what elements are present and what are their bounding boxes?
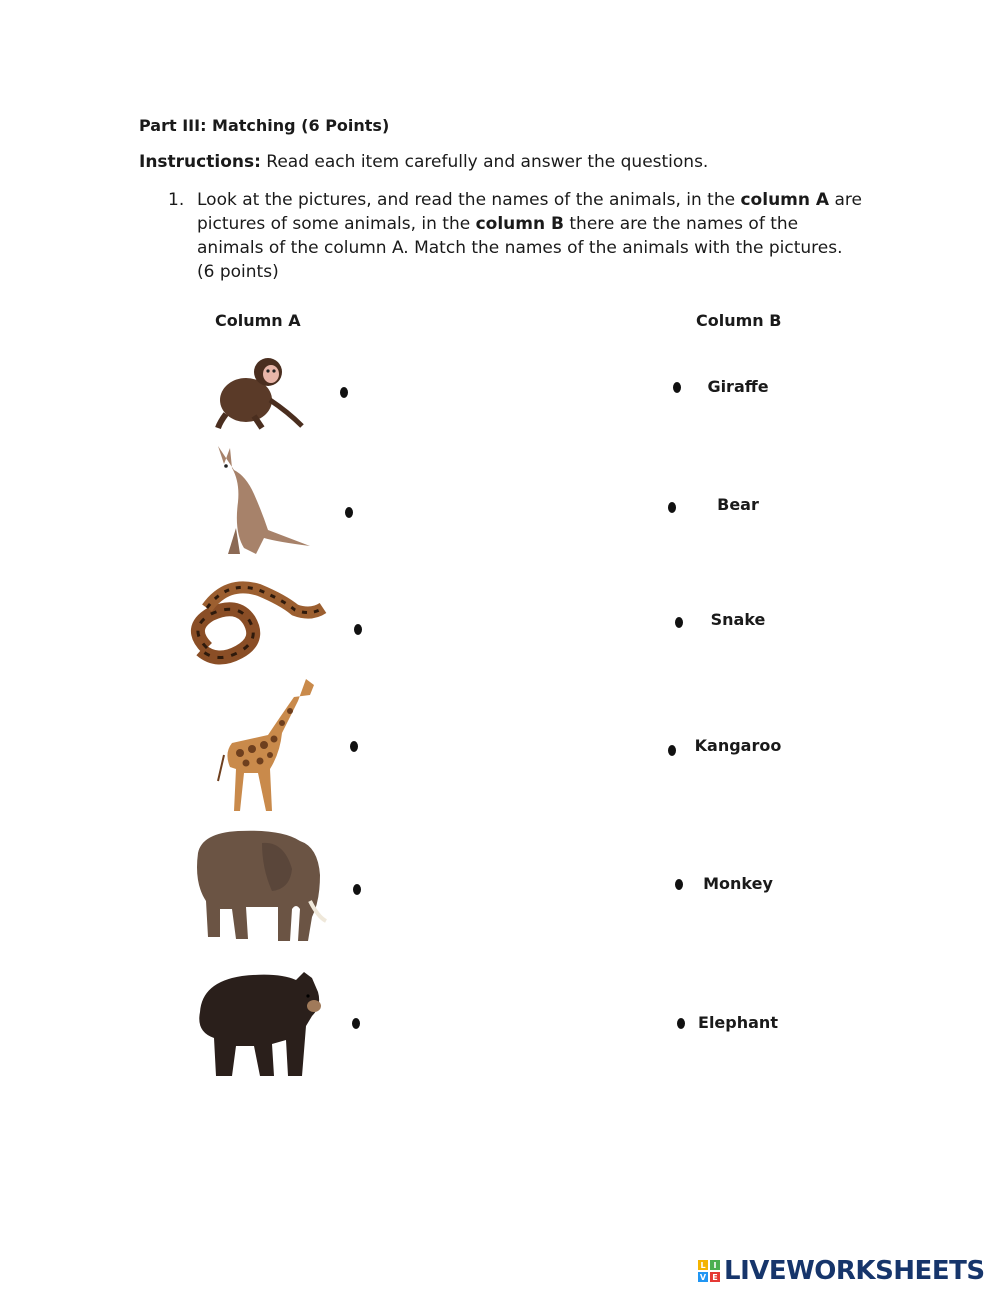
question-text xyxy=(197,188,862,284)
logo-text: LIVEWORKSHEETS xyxy=(724,1256,985,1286)
column-b-dot-4[interactable] xyxy=(668,745,676,756)
instructions xyxy=(139,152,708,172)
elephant-picture xyxy=(192,825,334,947)
column-a-heading: Column A xyxy=(215,311,301,330)
column-a-dot-4[interactable] xyxy=(350,741,358,752)
question-text-part-2: are pictures of some animals, in the xyxy=(197,190,862,234)
column-b-word-4: Kangaroo xyxy=(694,736,782,755)
column-b-heading: Column B xyxy=(696,311,782,330)
bear-picture xyxy=(192,966,328,1082)
instructions-label: Instructions: xyxy=(139,152,261,172)
giraffe-picture xyxy=(210,673,320,815)
logo-mark-icon xyxy=(698,1260,720,1282)
column-a-dot-2[interactable] xyxy=(345,507,353,518)
question-bold-column-b: column B xyxy=(475,214,564,234)
column-b-word-2: Bear xyxy=(717,495,759,514)
column-b-dot-2[interactable] xyxy=(668,502,676,513)
column-a-dot-5[interactable] xyxy=(353,884,361,895)
column-b-word-5: Monkey xyxy=(703,874,773,893)
kangaroo-picture xyxy=(210,442,315,560)
column-b-word-6: Elephant xyxy=(698,1013,778,1032)
instructions-text: Read each item carefully and answer the questions. xyxy=(260,152,709,172)
column-a-dot-3[interactable] xyxy=(354,624,362,635)
question-text-part-1: Look at the pictures, and read the names of the animals, in the xyxy=(197,190,741,210)
question-bold-column-a: column A xyxy=(740,190,830,210)
monkey-picture xyxy=(210,350,310,430)
snake-picture xyxy=(187,578,329,670)
logo-letter-l: L xyxy=(698,1260,708,1270)
logo-letter-i: I xyxy=(710,1260,720,1270)
logo-letter-e: E xyxy=(710,1272,720,1282)
column-b-word-1: Giraffe xyxy=(707,377,769,396)
question-text-part-3: there are the names of the animals of the column A. Match the names of the animals with the pictures. (6 points) xyxy=(197,214,843,282)
liveworksheets-logo xyxy=(698,1256,985,1286)
part-title: Part III: Matching (6 Points) xyxy=(139,116,390,135)
question-number: 1. xyxy=(168,190,185,210)
logo-letter-v: V xyxy=(699,1272,707,1282)
column-a-dot-6[interactable] xyxy=(352,1018,360,1029)
column-a-dot-1[interactable] xyxy=(340,387,348,398)
column-b-word-3: Snake xyxy=(710,610,766,629)
